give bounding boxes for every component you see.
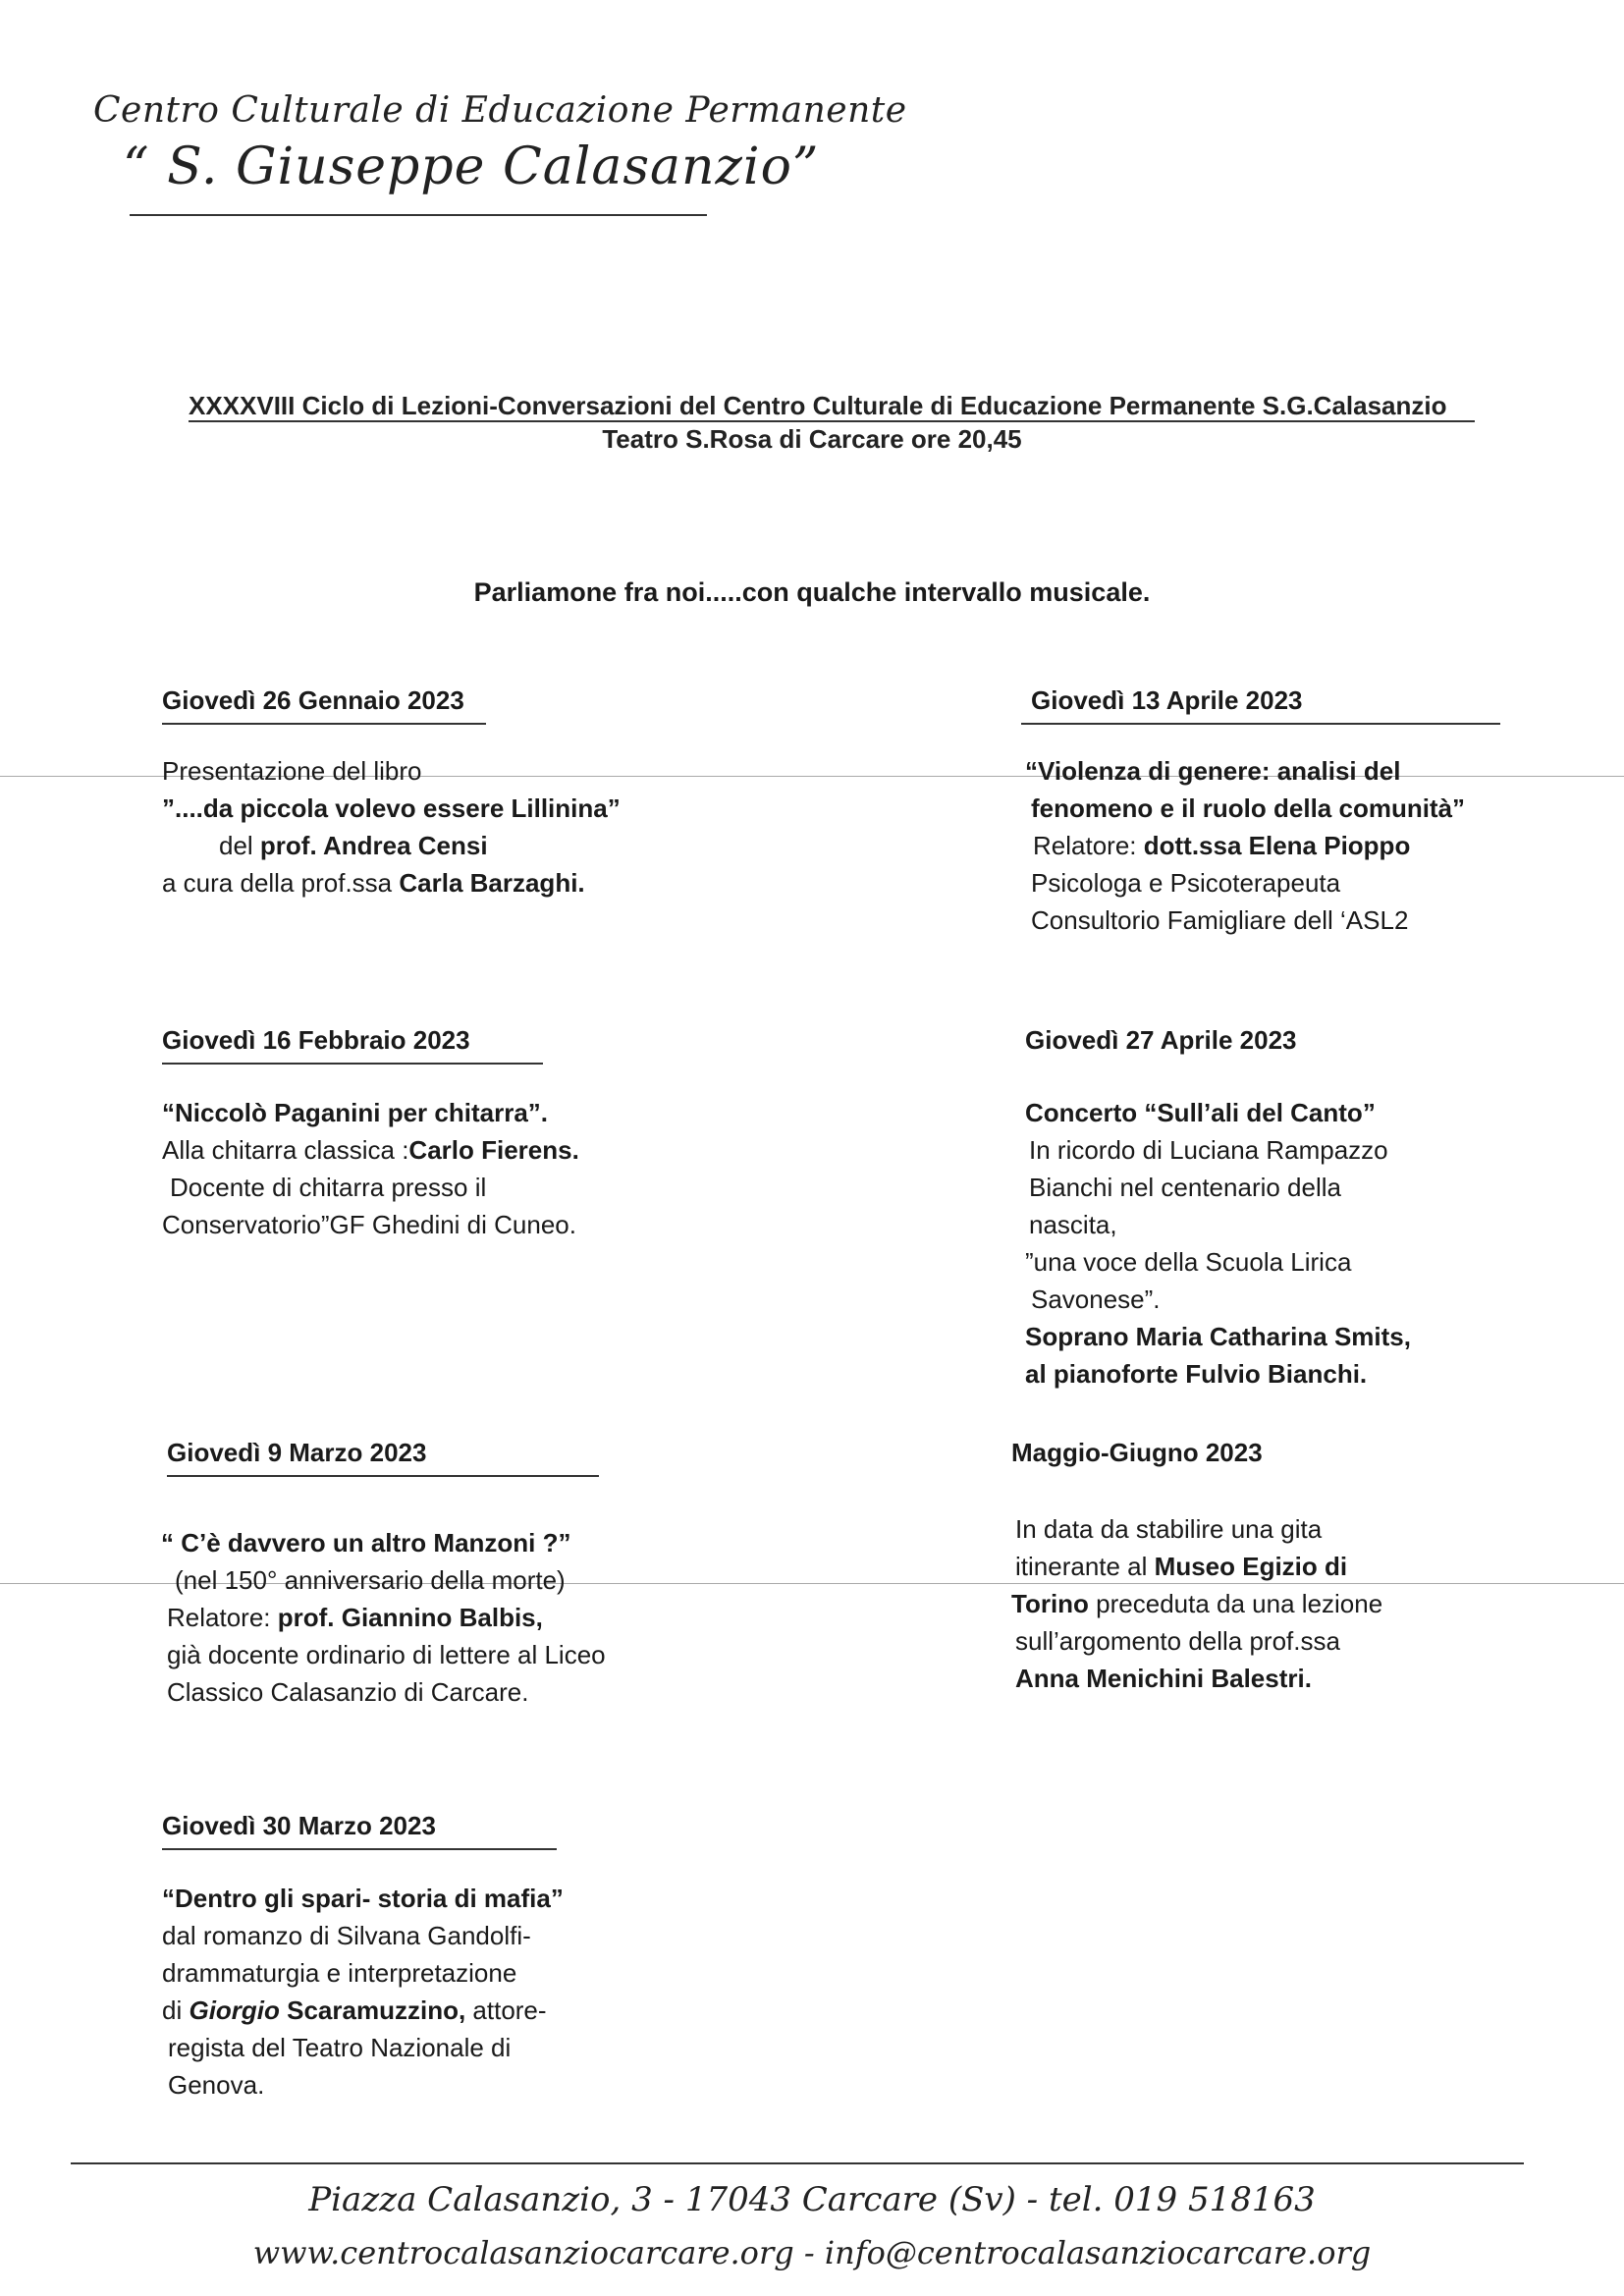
event-line: Genova. — [168, 2070, 265, 2100]
event-line: sull’argomento della prof.ssa — [1015, 1626, 1340, 1656]
event-date: Giovedì 27 Aprile 2023 — [1025, 1025, 1297, 1055]
event-line: a cura della prof.ssa — [162, 868, 400, 898]
event-title: “ C’è davvero un altro Manzoni ?” — [161, 1528, 571, 1558]
event-block-7 — [1011, 1434, 1522, 1697]
date-underline — [1021, 723, 1500, 725]
event-line: di — [162, 1995, 189, 2025]
event-performer: Carlo Fierens. — [408, 1135, 579, 1165]
event-line: Savonese”. — [1031, 1285, 1161, 1314]
event-line: del — [219, 831, 260, 860]
event-line: Alla chitarra classica : — [162, 1135, 409, 1165]
date-underline — [162, 723, 486, 725]
event-location-city: Torino — [1011, 1589, 1089, 1618]
event-performer-first-name: Giorgio — [189, 1995, 280, 2025]
event-line: Consultorio Famigliare dell ‘ASL2 — [1031, 905, 1409, 935]
venue-line: Teatro S.Rosa di Carcare ore 20,45 — [602, 424, 1022, 454]
event-line: Psicologa e Psicoterapeuta — [1031, 868, 1341, 898]
event-block-4 — [162, 1807, 800, 2104]
event-title: “Violenza di genere: analisi del — [1025, 756, 1401, 786]
event-date: Giovedì 26 Gennaio 2023 — [162, 685, 464, 715]
event-line: Bianchi nel centenario della — [1029, 1173, 1341, 1202]
event-block-5 — [1021, 682, 1532, 939]
event-line: In ricordo di Luciana Rampazzo — [1029, 1135, 1388, 1165]
event-line: ”una voce della Scuola Lirica — [1025, 1247, 1352, 1277]
footer-address: Piazza Calasanzio, 3 - 17043 Carcare (Sv) - tel. 019 518163 — [308, 2180, 1316, 2219]
event-line: preceduta da una lezione — [1088, 1589, 1383, 1618]
event-line: In data da stabilire una gita — [1015, 1514, 1323, 1544]
footer-web-contacts: www.centrocalasanziocarcare.org - info@centrocalasanziocarcare.org — [252, 2234, 1372, 2271]
event-performer-last-name: Scaramuzzino, — [279, 1995, 466, 2025]
event-block-2 — [162, 1021, 800, 1243]
event-line: Presentazione del libro — [162, 756, 422, 786]
footer-divider — [71, 2162, 1524, 2164]
event-performer: al pianoforte Fulvio Bianchi. — [1025, 1359, 1368, 1389]
event-block-3 — [161, 1434, 854, 1711]
event-title: fenomeno e il ruolo della comunità” — [1031, 793, 1466, 823]
program-subtitle: Parliamone fra noi.....con qualche intervallo musicale. — [473, 577, 1151, 607]
event-line: nascita, — [1029, 1210, 1117, 1239]
event-curator: Carla Barzaghi. — [399, 868, 585, 898]
header-organization-subtitle: “ S. Giuseppe Calasanzio” — [123, 137, 820, 196]
event-date: Giovedì 9 Marzo 2023 — [167, 1438, 427, 1467]
event-speaker: Anna Menichini Balestri. — [1015, 1664, 1312, 1693]
event-author: prof. Andrea Censi — [259, 831, 488, 860]
event-title: Concerto “Sull’ali del Canto” — [1025, 1098, 1376, 1127]
event-date: Giovedì 30 Marzo 2023 — [162, 1811, 436, 1840]
date-underline — [162, 1063, 543, 1065]
event-line: Classico Calasanzio di Carcare. — [167, 1677, 529, 1707]
event-speaker: prof. Giannino Balbis, — [277, 1603, 543, 1632]
header-organization-name: Centro Culturale di Educazione Permanente — [93, 90, 907, 131]
event-line: Docente di chitarra presso il — [170, 1173, 487, 1202]
event-line: drammaturgia e interpretazione — [162, 1958, 517, 1988]
document-title: XXXXVIII Ciclo di Lezioni-Conversazioni del Centro Culturale di Educazione Permanente S.G.Calasanzio — [189, 391, 1447, 420]
event-date: Giovedì 13 Aprile 2023 — [1031, 685, 1303, 715]
event-date: Giovedì 16 Febbraio 2023 — [162, 1025, 470, 1055]
event-line: attore- — [465, 1995, 547, 2025]
event-line: già docente ordinario di lettere al Liceo — [167, 1640, 606, 1669]
event-line: dal romanzo di Silvana Gandolfi- — [162, 1921, 531, 1950]
event-location: Museo Egizio di — [1154, 1552, 1348, 1581]
title-underline — [189, 420, 1475, 422]
event-block-6 — [1025, 1021, 1536, 1393]
event-title: “Dentro gli spari- storia di mafia” — [162, 1884, 564, 1913]
event-block-1 — [162, 682, 800, 902]
event-book-title: ”....da piccola volevo essere Lillinina” — [162, 793, 621, 823]
event-line: Relatore: — [1033, 831, 1144, 860]
date-underline — [167, 1475, 599, 1477]
event-line: Conservatorio”GF Ghedini di Cuneo. — [162, 1210, 576, 1239]
event-speaker: dott.ssa Elena Pioppo — [1143, 831, 1411, 860]
event-performer: Soprano Maria Catharina Smits, — [1025, 1322, 1411, 1351]
event-line: Relatore: — [167, 1603, 278, 1632]
event-line: (nel 150° anniversario della morte) — [175, 1565, 566, 1595]
event-date: Maggio-Giugno 2023 — [1011, 1438, 1263, 1467]
header-divider — [130, 214, 707, 216]
event-line: itinerante al — [1015, 1552, 1155, 1581]
date-underline — [162, 1848, 557, 1850]
event-line: regista del Teatro Nazionale di — [168, 2033, 512, 2062]
event-title: “Niccolò Paganini per chitarra”. — [162, 1098, 548, 1127]
